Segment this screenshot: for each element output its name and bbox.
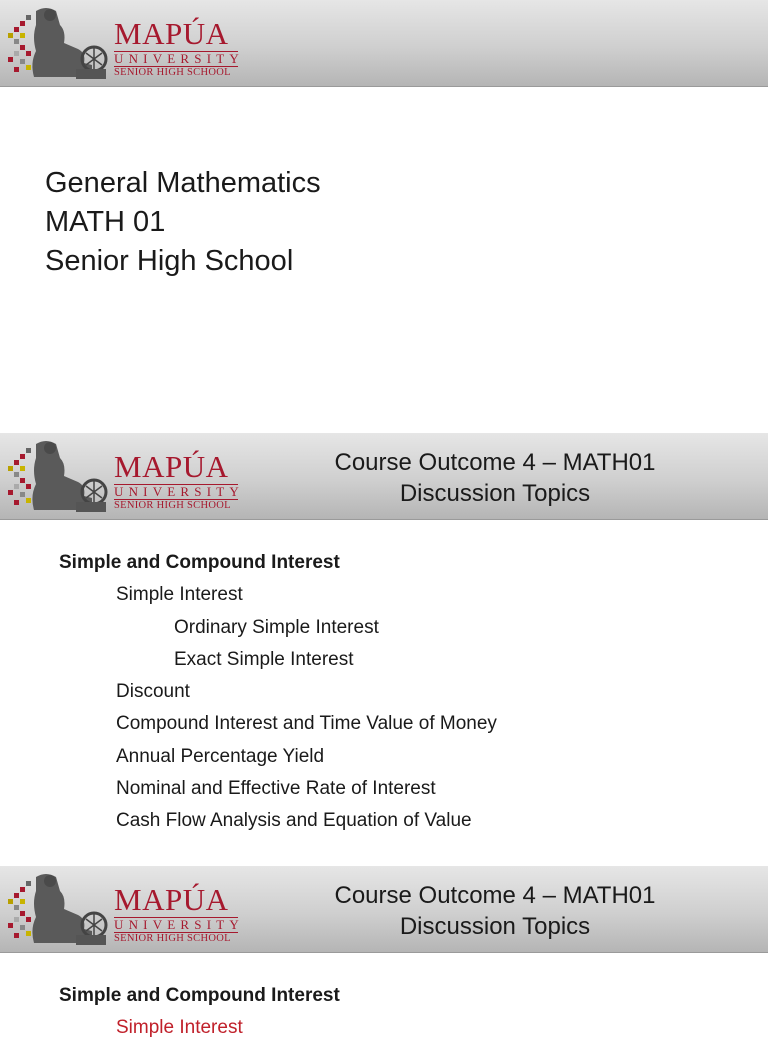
topic-list (0, 547, 768, 838)
slide-2 (0, 433, 768, 853)
list-item-highlighted: Simple Interest (116, 1017, 243, 1039)
slide-1 (0, 0, 768, 420)
logo-university: UNIVERSITY (114, 484, 244, 499)
slide-header (0, 866, 768, 953)
logo-brand: MAPÚA (114, 882, 229, 917)
header-title-line-2: Discussion Topics (399, 480, 591, 507)
logo-brand: MAPÚA (114, 449, 229, 484)
header-title (272, 447, 718, 509)
mapua-logo (6, 436, 246, 516)
header-title-line-1: Course Outcome 4 – MATH01 (334, 882, 656, 909)
slide-header (0, 0, 768, 87)
list-item: Discount (116, 681, 190, 703)
header-title (272, 880, 718, 942)
list-item: Compound Interest and Time Value of Money (116, 713, 497, 735)
logo-school: SENIOR HIGH SCHOOL (114, 500, 231, 511)
topic-list (0, 980, 768, 1045)
logo-university: UNIVERSITY (114, 51, 244, 66)
list-item: Annual Percentage Yield (116, 745, 325, 767)
list-item: Nominal and Effective Rate of Interest (116, 778, 436, 800)
slide-3 (0, 866, 768, 1039)
title-line-course: General Mathematics (45, 167, 321, 199)
list-item: Simple and Compound Interest (59, 552, 340, 573)
logo-figure-icon (6, 436, 112, 516)
slide-1-title-block (45, 164, 321, 281)
header-title-line-2: Discussion Topics (399, 913, 591, 940)
title-line-level: Senior High School (45, 245, 294, 277)
header-title-line-1: Course Outcome 4 – MATH01 (334, 449, 656, 476)
mapua-logo (6, 3, 246, 83)
logo-school: SENIOR HIGH SCHOOL (114, 933, 231, 944)
list-item: Ordinary Simple Interest (174, 616, 379, 638)
list-item: Exact Simple Interest (174, 648, 354, 670)
list-item: Simple Interest (116, 584, 243, 606)
list-item: Simple and Compound Interest (59, 985, 340, 1006)
logo-figure-icon (6, 869, 112, 949)
logo-brand: MAPÚA (114, 16, 229, 51)
slide-header (0, 433, 768, 520)
list-item: Cash Flow Analysis and Equation of Value (116, 810, 472, 832)
logo-university: UNIVERSITY (114, 917, 244, 932)
mapua-logo (6, 869, 246, 949)
logo-school: SENIOR HIGH SCHOOL (114, 67, 231, 78)
title-line-code: MATH 01 (45, 206, 166, 238)
logo-figure-icon (6, 3, 112, 83)
